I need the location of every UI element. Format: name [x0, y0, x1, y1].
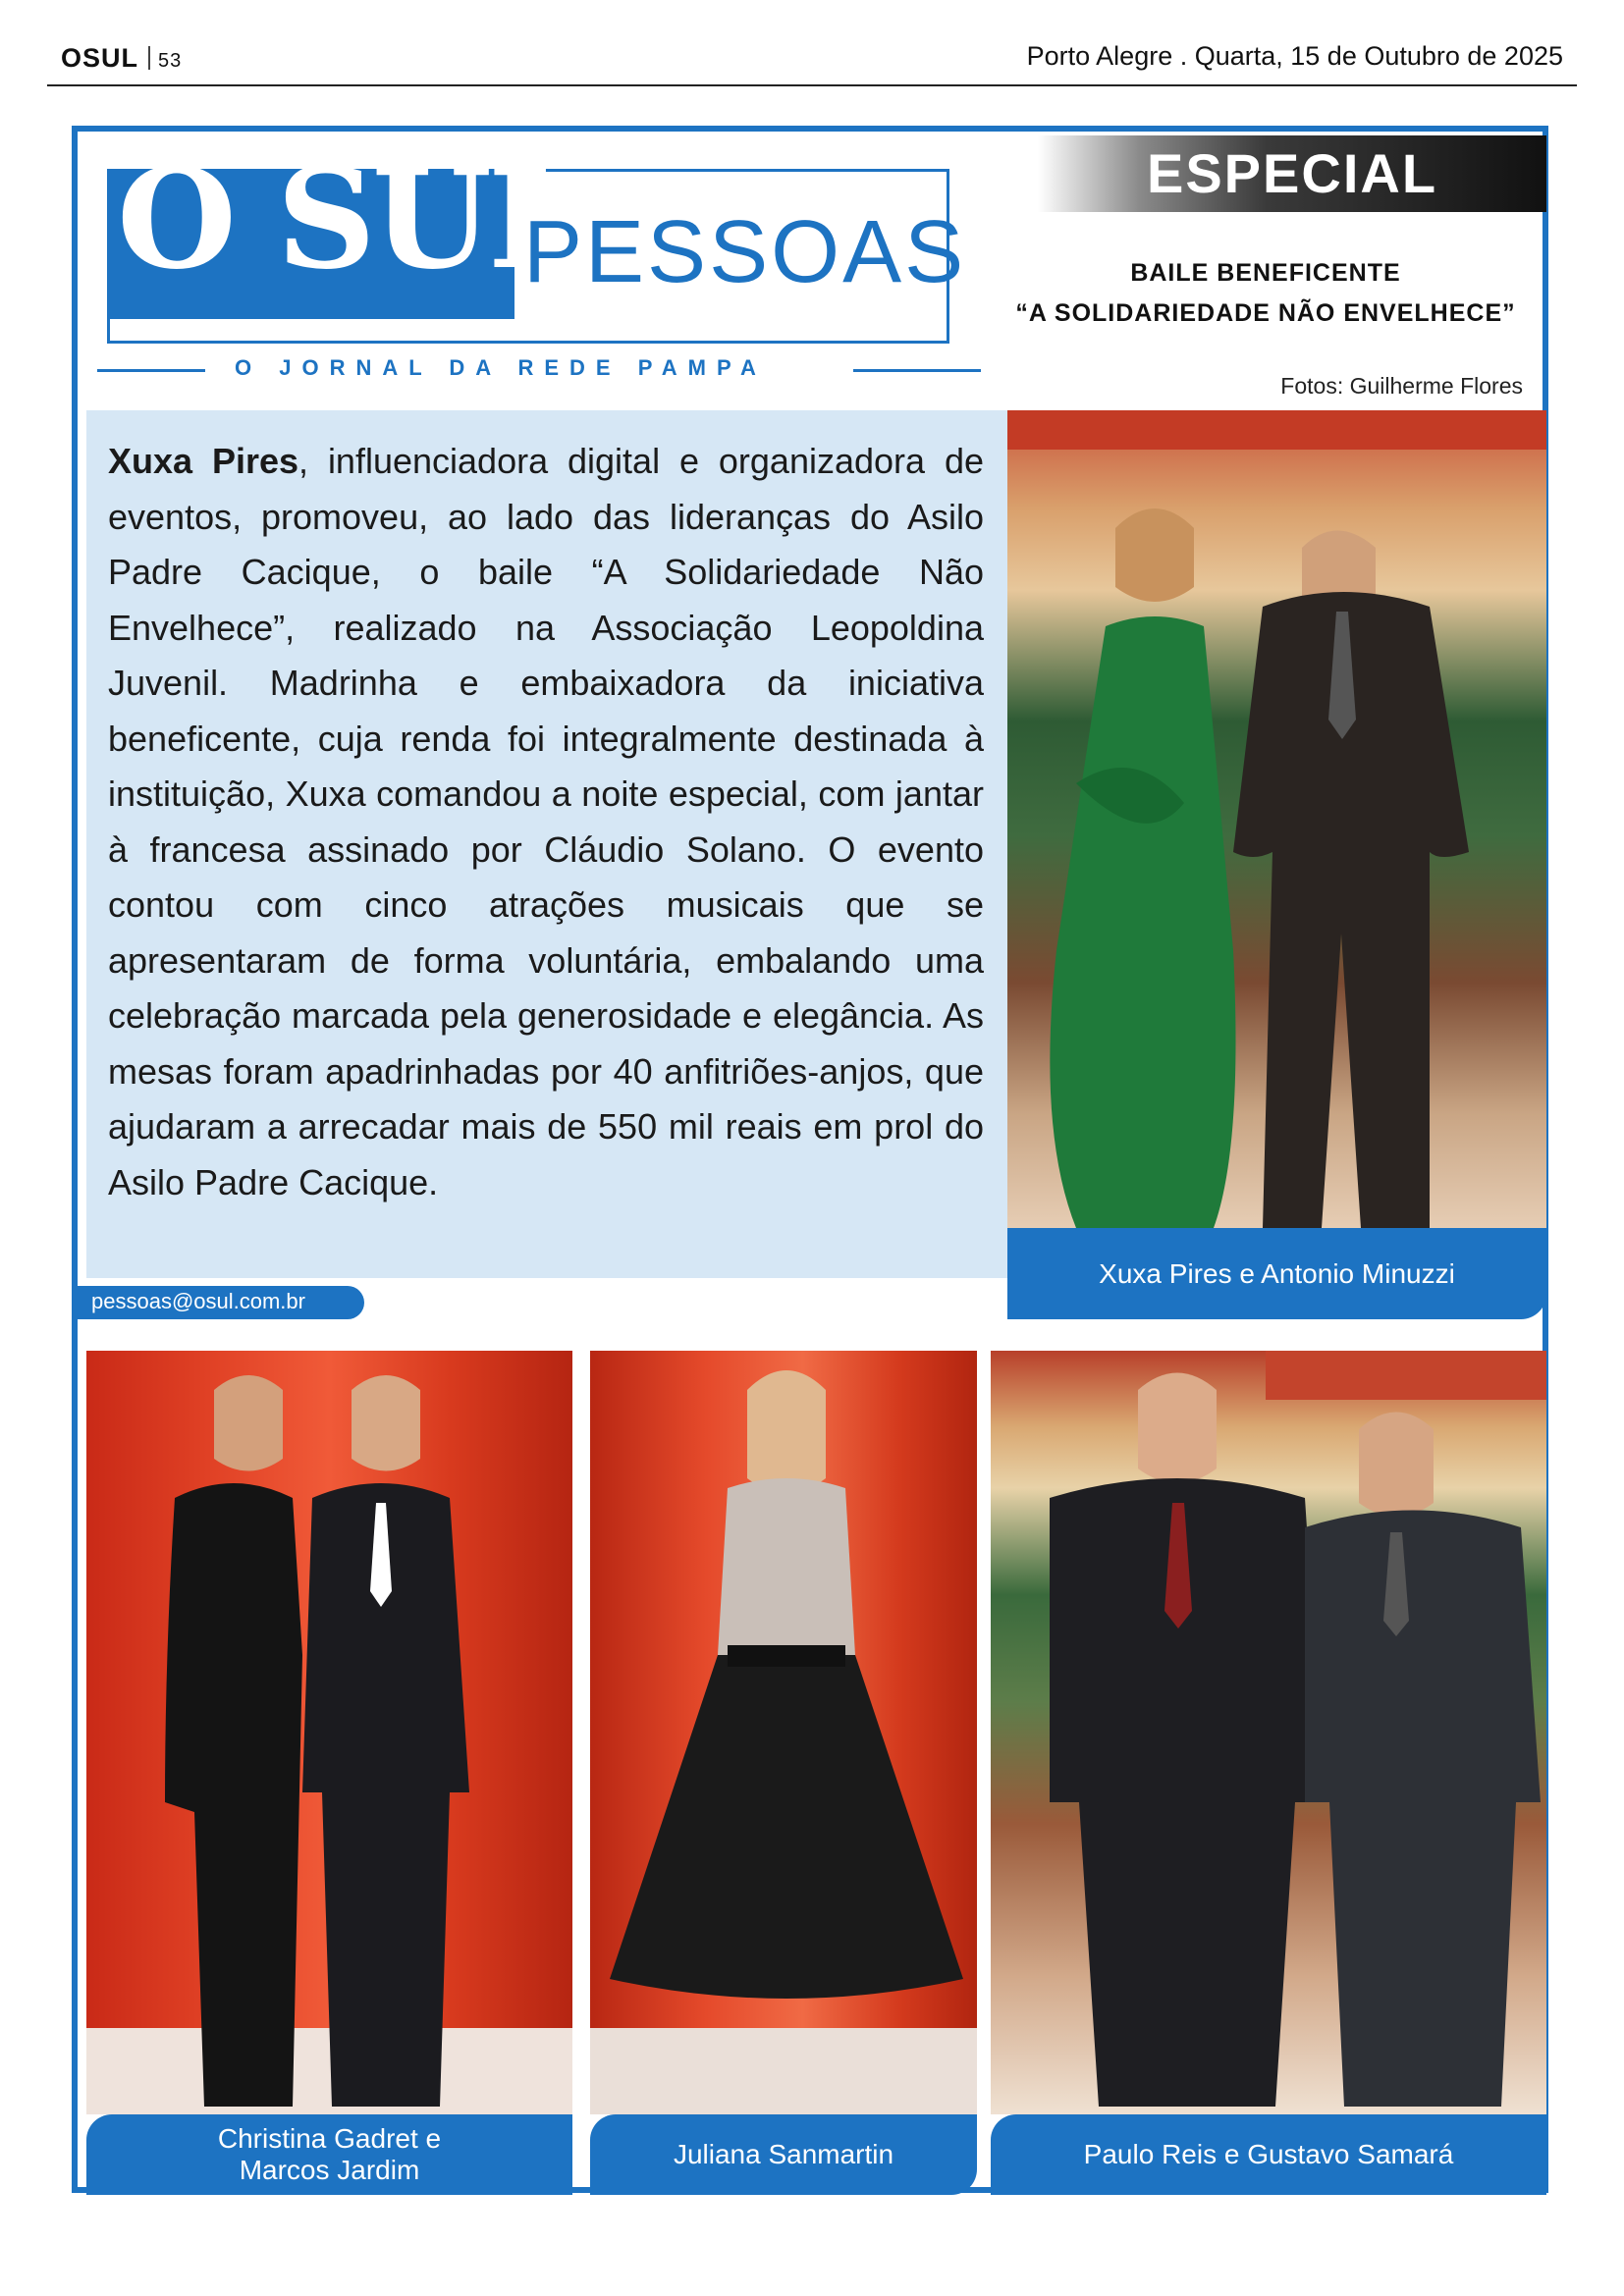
especial-label: ESPECIAL — [1146, 142, 1438, 204]
dateline: Porto Alegre . Quarta, 15 de Outubro de 2025 — [1026, 41, 1563, 71]
event-subhead — [981, 253, 1550, 334]
photo-credits: Fotos: Guilherme Flores — [1280, 373, 1523, 399]
caption-paulo-gustavo: Paulo Reis e Gustavo Samará — [991, 2114, 1546, 2195]
caption-1-line-2: Marcos Jardim — [239, 2155, 420, 2185]
photo-juliana — [590, 1351, 977, 2114]
article-panel — [86, 410, 1007, 1278]
email-tag[interactable] — [78, 1286, 364, 1319]
page-header — [47, 35, 1577, 86]
logo-osul: O SUL — [117, 139, 581, 300]
photo-christina-marcos — [86, 1351, 572, 2114]
section-frame — [72, 126, 1548, 2193]
subhead-line-1: BAILE BENEFICENTE — [1130, 259, 1401, 287]
subhead-line-2: “A SOLIDARIEDADE NÃO ENVELHECE” — [1015, 299, 1516, 327]
caption-juliana: Juliana Sanmartin — [590, 2114, 977, 2195]
especial-banner — [1038, 135, 1546, 212]
article-body: , influenciadora digital e organizadora de eventos, promoveu, ao lado das lideranças do Asilo Padre Cacique, o baile “A Solidariedade Não Envelhece”, realizado na Associação Leopoldina Juvenil. Madrinha e embaixadora da iniciativa beneficente, cuja renda foi integralmente destinada à instituição, Xuxa comandou a noite especial, com jantar à francesa assinado por Cláudio Solano. O evento contou com cinco atrações musicais que se apresentaram de forma voluntária, embalando uma celebração marcada pela generosidade e elegância. As mesas foram apadrinhadas por 40 anfitriões-anjos, que ajudaram a arrecadar mais de 550 mil reais em prol do Asilo Padre Cacique. — [108, 441, 984, 1202]
caption-main: Xuxa Pires e Antonio Minuzzi — [1007, 1228, 1546, 1319]
contact-email[interactable]: pessoas@osul.com.br — [91, 1289, 305, 1313]
caption-1-line-1: Christina Gadret e — [217, 2123, 442, 2154]
photo-main-figures — [1007, 410, 1546, 1228]
tagline-row — [97, 355, 981, 385]
article-text — [108, 434, 984, 1210]
page-number: 53 — [158, 50, 183, 72]
tagline-rule-right — [853, 369, 981, 372]
photo-2-figures — [590, 1351, 977, 2114]
tagline-rule-left — [97, 369, 205, 372]
caption-christina-marcos — [86, 2114, 572, 2195]
paper-name-block — [61, 43, 182, 74]
header-divider — [148, 46, 150, 70]
tagline: O JORNAL DA REDE PAMPA — [235, 355, 767, 380]
photo-3-figures — [991, 1351, 1546, 2114]
photo-1-figures — [86, 1351, 572, 2114]
article-lead-name: Xuxa Pires — [108, 441, 299, 481]
photo-paulo-gustavo — [991, 1351, 1546, 2114]
paper-name: OSUL — [61, 43, 139, 73]
logo-pessoas: PESSOAS — [523, 203, 967, 301]
photo-main — [1007, 410, 1546, 1228]
masthead — [107, 139, 967, 346]
